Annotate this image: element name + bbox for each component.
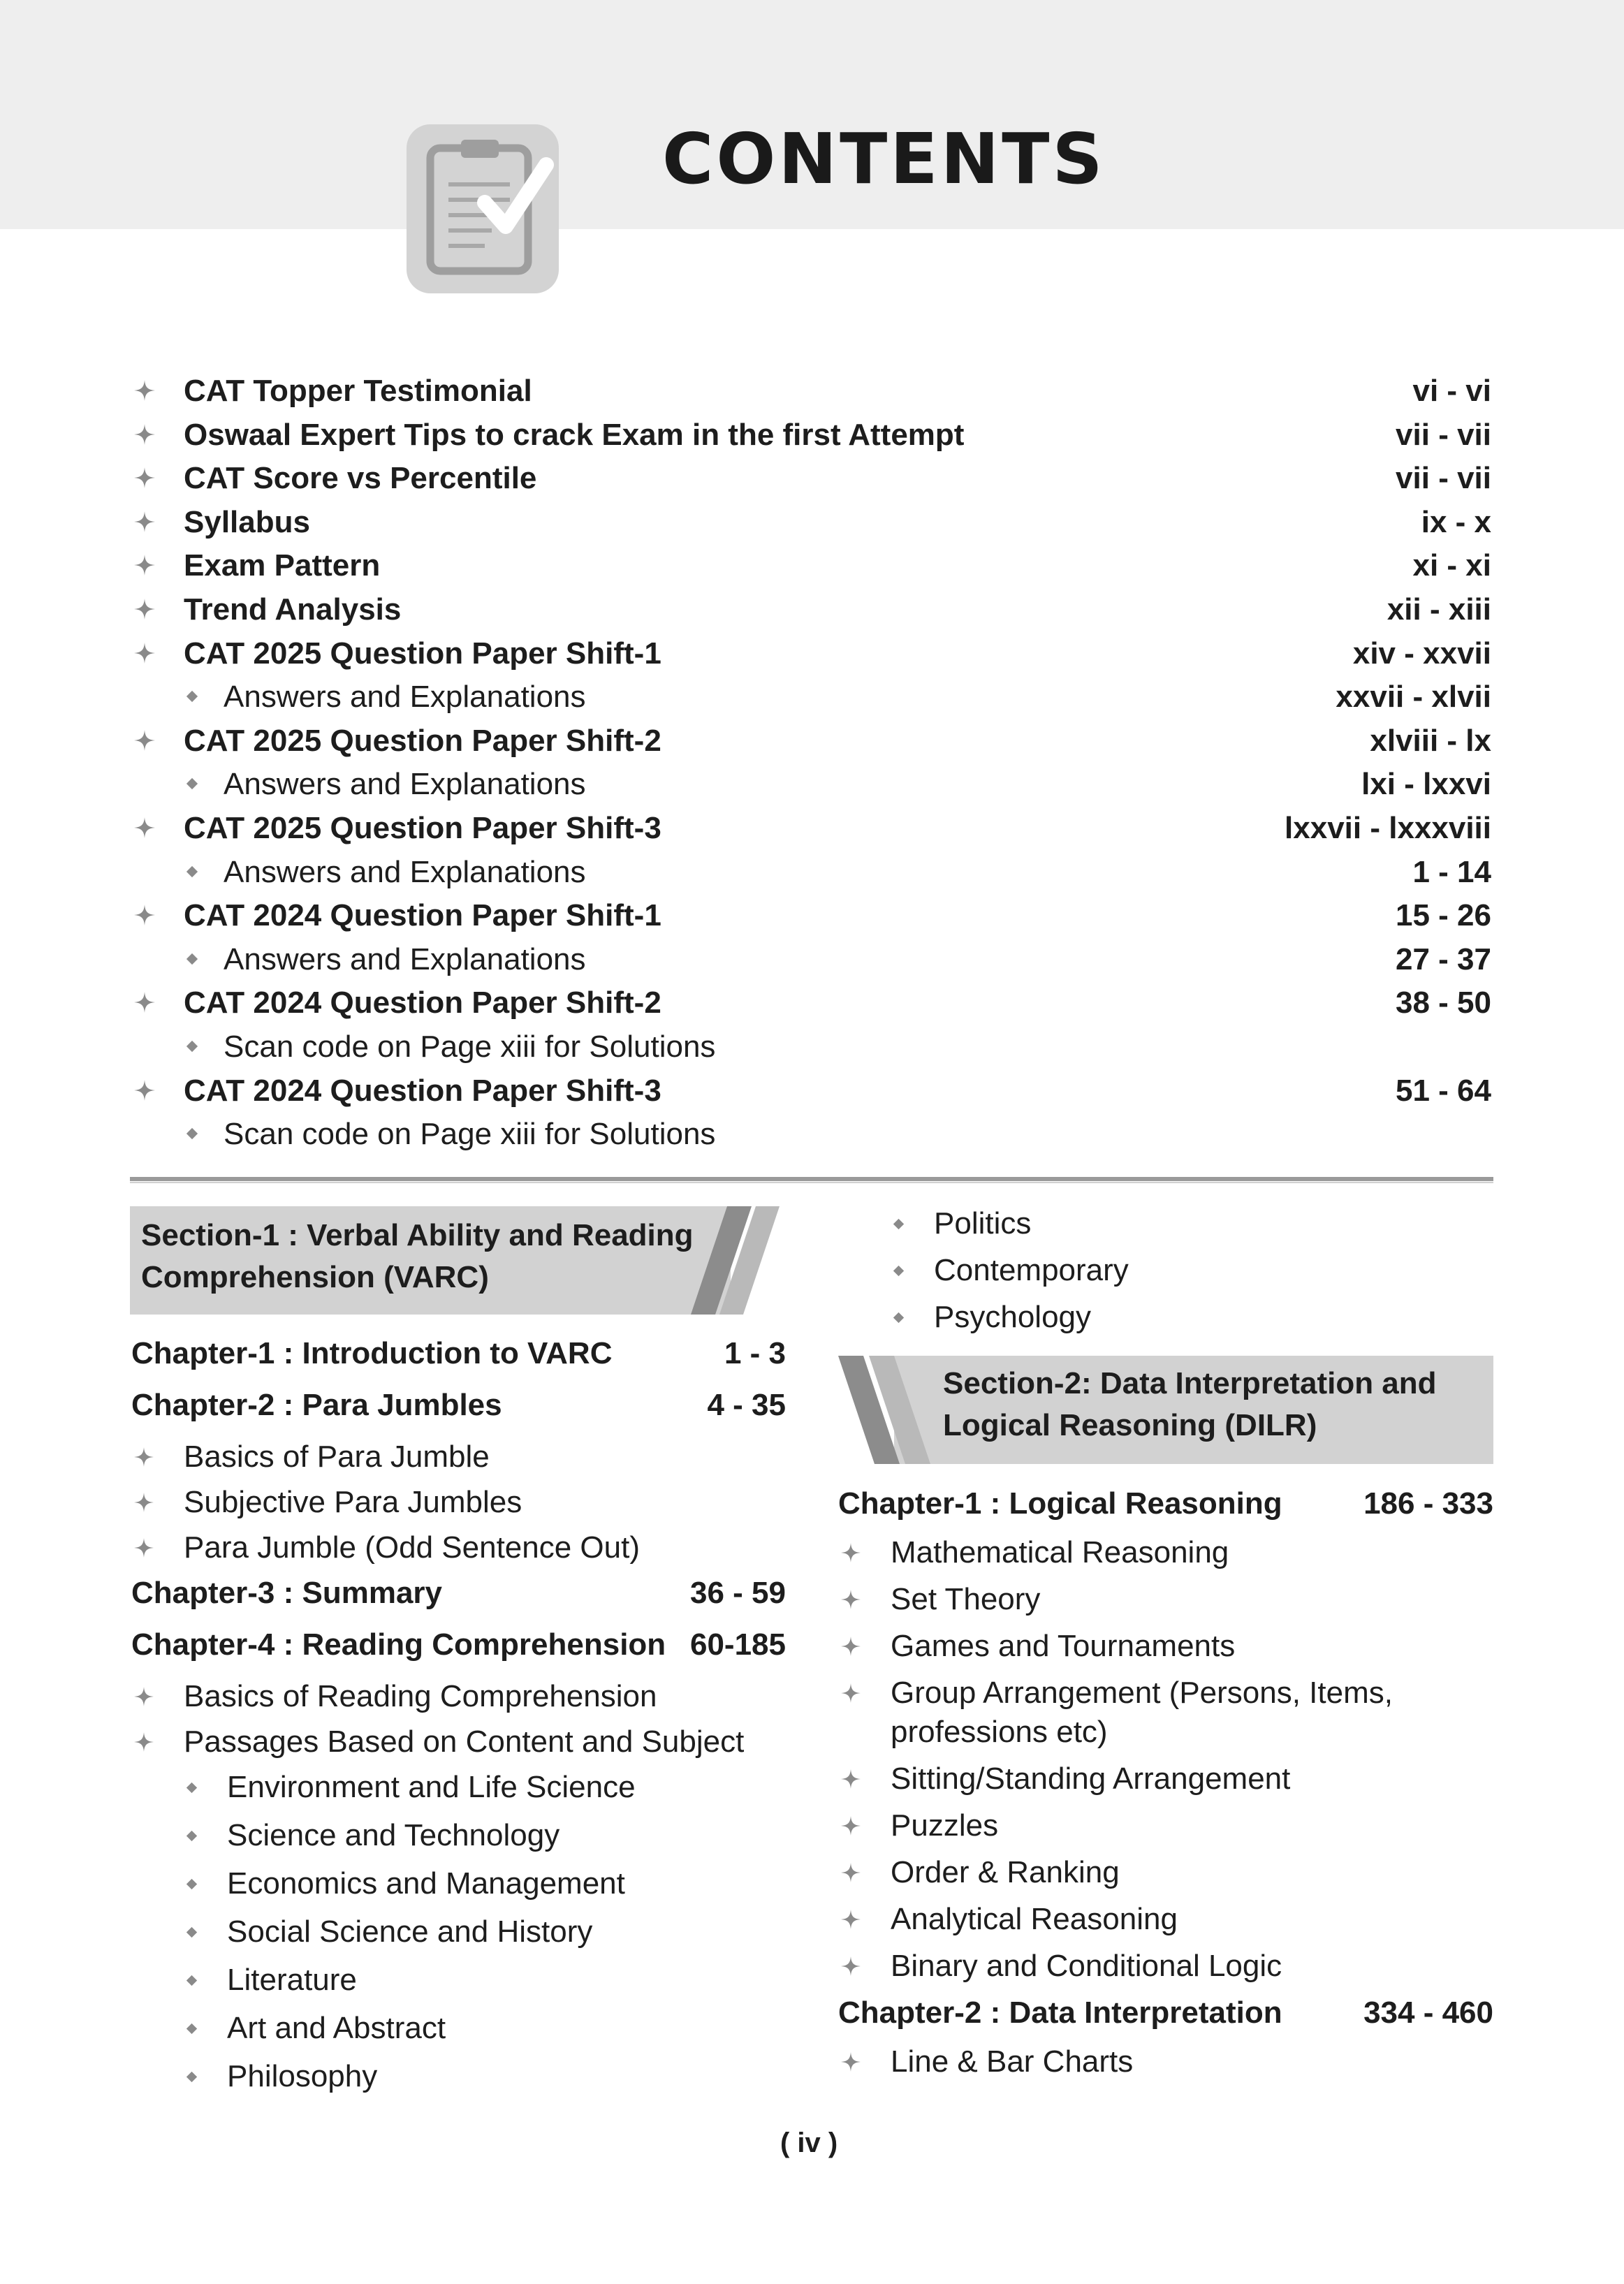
diamond-bullet-icon <box>186 1878 198 1890</box>
chapter-title: Chapter-2 : Data Interpretation <box>838 1996 1282 2030</box>
topic-subitem <box>131 1819 786 1861</box>
subtopic-label: Psychology <box>934 1300 1092 1334</box>
toc-entry-pages: xxvii - xlvii <box>1336 680 1491 714</box>
toc-entry-label: CAT Topper Testimonial <box>184 374 532 408</box>
topic-label: Mathematical Reasoning <box>891 1535 1229 1569</box>
four-point-star-bullet-icon <box>134 1493 154 1512</box>
four-point-star-bullet-icon <box>134 511 155 532</box>
toc-subentry <box>0 768 1624 811</box>
toc-entry <box>0 812 1624 855</box>
topic-label: Order & Ranking <box>891 1855 1120 1889</box>
four-point-star-bullet-icon <box>134 599 155 620</box>
toc-entry-pages: 1 - 14 <box>1412 855 1491 889</box>
toc-entry-label: CAT Score vs Percentile <box>184 461 537 495</box>
toc-entry-label: CAT 2025 Question Paper Shift-1 <box>184 636 661 671</box>
toc-entry-pages: vii - vii <box>1396 418 1491 452</box>
diamond-bullet-icon <box>186 865 198 878</box>
topic-label: Games and Tournaments <box>891 1629 1236 1663</box>
toc-entry-pages: xii - xiii <box>1387 592 1491 627</box>
subtopic-label: Social Science and History <box>227 1915 593 1949</box>
topic-label: Subjective Para Jumbles <box>184 1485 522 1519</box>
diamond-bullet-icon <box>186 1040 198 1053</box>
topic-label: Passages Based on Content and Subject <box>184 1725 745 1759</box>
toc-subentry <box>0 856 1624 899</box>
topic-item <box>131 1680 786 1722</box>
topic-item <box>131 1531 786 1573</box>
toc-entry <box>0 637 1624 680</box>
subtopic-label: Philosophy <box>227 2059 378 2093</box>
toc-entry-label: Answers and Explanations <box>224 942 586 976</box>
four-point-star-bullet-icon <box>134 1080 155 1101</box>
toc-entry-pages: ix - x <box>1421 505 1491 539</box>
diamond-bullet-icon <box>186 1926 198 1938</box>
topic-item <box>838 1809 1493 1851</box>
topic-label: Basics of Para Jumble <box>184 1440 490 1474</box>
section-divider <box>130 1177 1493 1181</box>
topic-item <box>838 1676 1493 1749</box>
four-point-star-bullet-icon <box>134 1447 154 1467</box>
chapter-pages: 186 - 333 <box>1363 1486 1493 1521</box>
toc-entry-pages: 51 - 64 <box>1396 1074 1491 1108</box>
topic-subitem <box>131 1915 786 1957</box>
diamond-bullet-icon <box>186 2071 198 2083</box>
topic-subitem <box>131 1963 786 2005</box>
chapter-row <box>131 1628 786 1670</box>
chapter-row <box>131 1337 786 1379</box>
topic-item <box>131 1725 786 1767</box>
topic-label: Group Arrangement (Persons, Items, <box>891 1676 1393 1710</box>
topic-label: Line & Bar Charts <box>891 2044 1134 2079</box>
toc-entry <box>0 724 1624 768</box>
diamond-bullet-icon <box>186 690 198 703</box>
toc-entry-pages: xi - xi <box>1412 548 1491 583</box>
toc-entry-label: CAT 2024 Question Paper Shift-2 <box>184 986 661 1020</box>
toc-entry-label: Answers and Explanations <box>224 855 586 889</box>
diamond-bullet-icon <box>186 1975 198 1986</box>
topic-label: Analytical Reasoning <box>891 1902 1178 1936</box>
subtopic-label: Politics <box>934 1206 1032 1240</box>
topic-subitem <box>131 2060 786 2102</box>
subtopic-label: Economics and Management <box>227 1866 625 1901</box>
diamond-bullet-icon <box>893 1218 905 1230</box>
toc-entry <box>0 506 1624 549</box>
section-2-title <box>943 1363 1488 1447</box>
topic-item <box>838 2045 1493 2087</box>
page-number: ( iv ) <box>780 2128 838 2158</box>
toc-entry-label: Scan code on Page xiii for Solutions <box>224 1030 716 1064</box>
topic-label: Puzzles <box>891 1808 999 1843</box>
toc-entry-pages: 38 - 50 <box>1396 986 1491 1020</box>
four-point-star-bullet-icon <box>841 1769 861 1789</box>
chapter-pages: 60-185 <box>689 1627 786 1662</box>
diamond-bullet-icon <box>186 777 198 790</box>
chapter-pages: 4 - 35 <box>707 1388 786 1422</box>
toc-entry-label: Exam Pattern <box>184 548 381 583</box>
four-point-star-bullet-icon <box>841 2052 861 2072</box>
toc-entry-pages: xiv - xxvii <box>1352 636 1491 671</box>
topic-item <box>838 1536 1493 1578</box>
toc-entry <box>0 374 1624 418</box>
toc-entry-label: CAT 2025 Question Paper Shift-2 <box>184 724 661 758</box>
section-2-title-line1: Section-2: Data Interpretation and <box>943 1366 1437 1400</box>
chapter-pages: 1 - 3 <box>724 1336 786 1370</box>
topic-item <box>838 1583 1493 1625</box>
section-1-title-line2: Comprehension (VARC) <box>141 1260 489 1294</box>
subtopic-label: Contemporary <box>934 1253 1129 1287</box>
chapter-row <box>131 1576 786 1618</box>
topic-subitem <box>131 2012 786 2054</box>
toc-entry <box>0 549 1624 592</box>
topic-label: Binary and Conditional Logic <box>891 1949 1282 1983</box>
toc-entry <box>0 1074 1624 1118</box>
four-point-star-bullet-icon <box>134 643 155 664</box>
chapter-title: Chapter-2 : Para Jumbles <box>131 1388 502 1422</box>
toc-subentry <box>0 680 1624 724</box>
toc-entry-label: Answers and Explanations <box>224 680 586 714</box>
four-point-star-bullet-icon <box>134 730 155 751</box>
four-point-star-bullet-icon <box>134 467 155 488</box>
diamond-bullet-icon <box>893 1265 905 1277</box>
toc-entry <box>0 986 1624 1030</box>
diamond-bullet-icon <box>186 953 198 965</box>
section-divider-shadow <box>130 1182 1493 1183</box>
diamond-bullet-icon <box>186 1127 198 1140</box>
toc-entry-pages: 27 - 37 <box>1396 942 1491 976</box>
section-2-title-line2: Logical Reasoning (DILR) <box>943 1408 1317 1442</box>
four-point-star-bullet-icon <box>841 1863 861 1882</box>
subtopic-label: Science and Technology <box>227 1818 560 1852</box>
topic-item <box>131 1440 786 1482</box>
diamond-bullet-icon <box>186 2023 198 2035</box>
topic-item <box>838 1630 1493 1671</box>
chapter-row <box>838 1487 1493 1529</box>
toc-entry-pages: vii - vii <box>1396 461 1491 495</box>
four-point-star-bullet-icon <box>841 1543 861 1562</box>
topic-subitem <box>131 1867 786 1909</box>
toc-entry-label: Trend Analysis <box>184 592 402 627</box>
subtopic-label: Literature <box>227 1963 357 1997</box>
four-point-star-bullet-icon <box>134 1687 154 1706</box>
toc-entry-label: Syllabus <box>184 505 310 539</box>
four-point-star-bullet-icon <box>134 905 155 925</box>
four-point-star-bullet-icon <box>841 1637 861 1656</box>
toc-entry-label: Oswaal Expert Tips to crack Exam in the first Attempt <box>184 418 965 452</box>
chapter-title: Chapter-1 : Logical Reasoning <box>838 1486 1282 1521</box>
toc-subentry <box>0 943 1624 986</box>
topic-label: Set Theory <box>891 1582 1041 1616</box>
topic-subitem <box>838 1207 1493 1249</box>
topic-label-continued: professions etc) <box>891 1715 1108 1749</box>
section-1-title-line1: Section-1 : Verbal Ability and Reading <box>141 1218 694 1252</box>
clipboard-check-icon <box>407 124 559 293</box>
four-point-star-bullet-icon <box>841 1910 861 1929</box>
subtopic-label: Art and Abstract <box>227 2011 446 2045</box>
four-point-star-bullet-icon <box>841 1816 861 1836</box>
chapter-row <box>131 1389 786 1430</box>
toc-entry-label: Answers and Explanations <box>224 767 586 801</box>
toc-subentry <box>0 1030 1624 1074</box>
toc-entry <box>0 418 1624 462</box>
four-point-star-bullet-icon <box>134 424 155 445</box>
topic-subitem <box>838 1254 1493 1296</box>
topic-subitem <box>131 1771 786 1813</box>
four-point-star-bullet-icon <box>134 992 155 1013</box>
four-point-star-bullet-icon <box>134 380 155 401</box>
toc-entry-pages: 15 - 26 <box>1396 898 1491 932</box>
topic-item <box>838 1903 1493 1945</box>
chapter-title: Chapter-3 : Summary <box>131 1576 443 1610</box>
topic-label: Basics of Reading Comprehension <box>184 1679 657 1713</box>
toc-entry <box>0 593 1624 636</box>
section-2-banner <box>838 1356 1493 1464</box>
topic-label: Para Jumble (Odd Sentence Out) <box>184 1530 640 1565</box>
topic-label: Sitting/Standing Arrangement <box>891 1762 1291 1796</box>
toc-entry-pages: lxxvii - lxxxviii <box>1285 811 1491 845</box>
topic-item <box>838 1856 1493 1898</box>
diamond-bullet-icon <box>893 1312 905 1324</box>
four-point-star-bullet-icon <box>841 1956 861 1976</box>
four-point-star-bullet-icon <box>841 1590 861 1609</box>
chapter-title: Chapter-1 : Introduction to VARC <box>131 1336 613 1370</box>
chapter-pages: 36 - 59 <box>690 1576 786 1610</box>
toc-subentry <box>0 1118 1624 1161</box>
diamond-bullet-icon <box>186 1782 198 1794</box>
toc-entry-pages: vi - vi <box>1412 374 1491 408</box>
topic-subitem <box>838 1301 1493 1342</box>
toc-entry-label: CAT 2024 Question Paper Shift-1 <box>184 898 661 932</box>
topic-item <box>838 1949 1493 1991</box>
toc-entry-label: Scan code on Page xiii for Solutions <box>224 1117 716 1151</box>
page-title: CONTENTS <box>662 118 1106 200</box>
chapter-pages: 334 - 460 <box>1363 1996 1493 2030</box>
four-point-star-bullet-icon <box>134 555 155 576</box>
four-point-star-bullet-icon <box>134 1538 154 1558</box>
toc-entry-pages: xlviii - lx <box>1370 724 1491 758</box>
toc-entry <box>0 462 1624 505</box>
toc-entry <box>0 899 1624 942</box>
four-point-star-bullet-icon <box>841 1683 861 1703</box>
four-point-star-bullet-icon <box>134 1732 154 1752</box>
section-1-banner <box>130 1206 780 1315</box>
toc-entry-label: CAT 2024 Question Paper Shift-3 <box>184 1074 661 1108</box>
four-point-star-bullet-icon <box>134 817 155 838</box>
subtopic-label: Environment and Life Science <box>227 1770 636 1804</box>
toc-entry-label: CAT 2025 Question Paper Shift-3 <box>184 811 661 845</box>
chapter-title: Chapter-4 : Reading Comprehension <box>131 1627 666 1662</box>
topic-item <box>838 1762 1493 1804</box>
chapter-row <box>838 1996 1493 2038</box>
section-1-title <box>141 1215 728 1298</box>
toc-entry-pages: lxi - lxxvi <box>1361 767 1491 801</box>
topic-item <box>131 1486 786 1528</box>
diamond-bullet-icon <box>186 1830 198 1842</box>
